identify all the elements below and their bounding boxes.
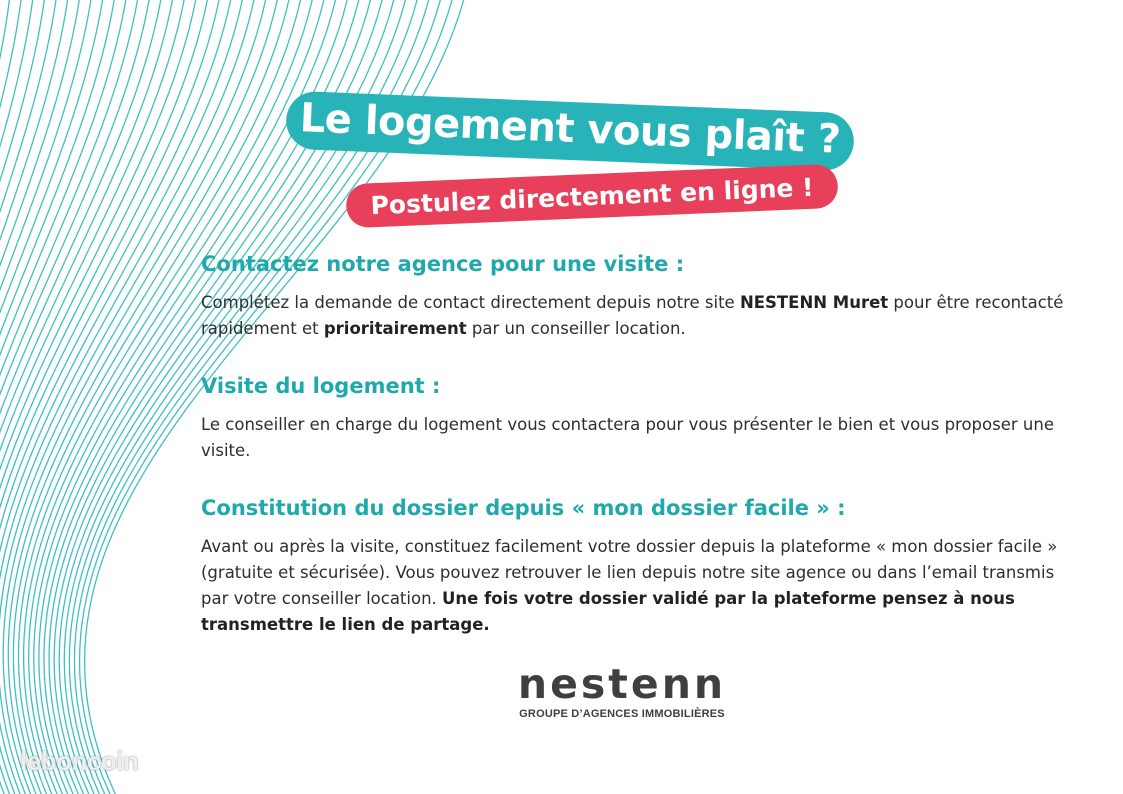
section-heading-contact: Contactez notre agence pour une visite : — [201, 252, 685, 276]
priority-emphasis: prioritairement — [323, 319, 467, 338]
contact-text-part-1: Complétez la demande de contact directement depuis notre site — [201, 293, 740, 312]
headline-text: Le logement vous plaît ? — [298, 95, 842, 163]
section-heading-dossier: Constitution du dossier depuis « mon dossier facile » : — [201, 496, 846, 520]
section-contact — [201, 252, 1073, 342]
dossier-text: Avant ou après la visite, constituez facilement votre dossier depuis la plateforme « mon dossier facile » (gratuite et sécurisée). Vous pouvez retrouver le lien depuis notre site agence ou dans l’email transmis par votre conseiller location. — [201, 537, 1058, 608]
section-dossier — [201, 496, 1073, 638]
logo-wordmark: nestenn — [517, 660, 727, 708]
wave-line — [0, 0, 103, 794]
subheadline-text: Postulez directement en ligne ! — [369, 172, 815, 220]
section-text-contact — [201, 290, 1073, 342]
section-text-visit: Le conseiller en charge du logement vous contactera pour vous présenter le bien et vous proposer une visite. — [201, 415, 1054, 460]
agency-name: NESTENN Muret — [739, 293, 889, 312]
section-text-dossier — [201, 534, 1073, 638]
section-visit — [201, 374, 1073, 464]
dossier-emphasis: Une fois votre dossier validé par la plateforme pensez à nous transmettre le lien de partage. — [201, 589, 1015, 634]
wave-line — [0, 0, 220, 794]
section-heading-visit: Visite du logement : — [201, 374, 441, 398]
watermark-text: leboncoin — [20, 746, 139, 776]
contact-text-part-2: pour être recontacté rapidement et — [201, 293, 1064, 338]
contact-text-part-3: par un conseiller location. — [466, 319, 686, 338]
logo-tagline: GROUPE D’AGENCES IMMOBILIÈRES — [519, 708, 725, 720]
wave-line — [0, 0, 115, 794]
nestenn-logo — [510, 662, 734, 720]
